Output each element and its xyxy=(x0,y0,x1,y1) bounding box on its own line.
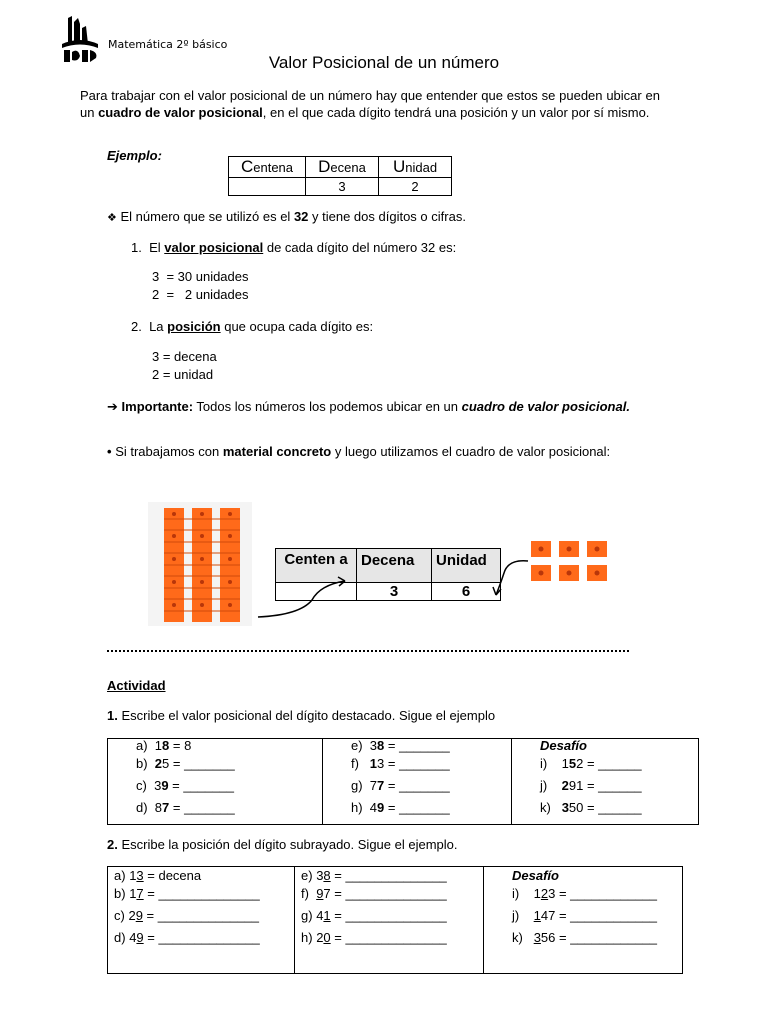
exercise-item: d) 87 = _______ xyxy=(136,800,235,815)
exercise-item: g) 41 = ______________ xyxy=(301,908,447,923)
value-lines: 3 = 30 unidades 2 = 2 unidades xyxy=(152,269,249,302)
exercise-item: h) 20 = ______________ xyxy=(301,930,447,945)
exercise-1-col-3 xyxy=(512,739,699,825)
exercise-2-col-2 xyxy=(295,867,484,974)
list-item-1: 1. El valor posicional de cada dígito del número 32 es: xyxy=(131,240,457,255)
page-title: Valor Posicional de un número xyxy=(268,53,500,72)
header-unidad: Unidad xyxy=(379,157,452,178)
example-label: Ejemplo: xyxy=(107,148,162,163)
exercise-1-col-2 xyxy=(323,739,512,825)
unit-cubes-illustration xyxy=(528,537,614,585)
exercise-item: c) 39 = _______ xyxy=(136,778,234,793)
exercise-item: e) 38 = ______________ xyxy=(301,868,447,883)
subject-label: Matemática 2º básico xyxy=(108,38,228,51)
exercise-1-table xyxy=(107,738,699,825)
example-place-value-table xyxy=(228,156,452,196)
exercise-item: k) 350 = ______ xyxy=(540,800,642,815)
challenge-label: Desafío xyxy=(512,868,559,883)
ten-rods-illustration xyxy=(148,502,252,626)
exercise-item: e) 38 = _______ xyxy=(351,738,450,753)
exercise-2-table xyxy=(107,866,683,974)
header-decena: Decena xyxy=(306,157,379,178)
value-decena: 3 xyxy=(357,583,432,601)
question-1: 1. Escribe el valor posicional del dígito destacado. Sigue el ejemplo xyxy=(107,708,496,723)
exercise-item: h) 49 = _______ xyxy=(351,800,450,815)
exercise-item: b) 17 = ______________ xyxy=(114,886,260,901)
value-decena: 3 xyxy=(306,178,379,196)
value-centena xyxy=(229,178,306,196)
exercise-item: j) 291 = ______ xyxy=(540,778,642,793)
exercise-item: i) 152 = ______ xyxy=(540,756,642,771)
concrete-material-note: • Si trabajamos con material concreto y luego utilizamos el cuadro de valor posicional: xyxy=(107,444,611,459)
value-unidad: 6 xyxy=(432,583,501,601)
exercise-item: d) 49 = ______________ xyxy=(114,930,260,945)
position-lines: 3 = decena 2 = unidad xyxy=(152,349,217,382)
value-unidad: 2 xyxy=(379,178,452,196)
exercise-item: k) 356 = ____________ xyxy=(512,930,657,945)
header-unidad: Unidad xyxy=(432,549,501,583)
exercise-item: j) 147 = ____________ xyxy=(512,908,657,923)
list-item-2: 2. La posición que ocupa cada dígito es: xyxy=(131,319,374,334)
exercise-item: g) 77 = _______ xyxy=(351,778,450,793)
question-2: 2. Escribe la posición del dígito subrayado. Sigue el ejemplo. xyxy=(107,837,458,852)
intro-paragraph: Para trabajar con el valor posicional de un número hay que entender que estos se pueden ubicar en un cuadro de valor posicional, en el que cada dígito tendrá una posición y un valor por sí mismo. xyxy=(80,88,660,120)
exercise-item: f) 97 = ______________ xyxy=(301,886,447,901)
dotted-separator xyxy=(107,650,629,652)
activity-title: Actividad xyxy=(107,678,166,693)
exercise-item: i) 123 = ____________ xyxy=(512,886,657,901)
important-note: ➔ Importante: Todos los números los podemos ubicar en un cuadro de valor posicional. xyxy=(107,399,630,414)
arrows-illustration xyxy=(250,555,540,625)
header-centena: Centen a xyxy=(276,549,357,583)
exercise-item: f) 13 = _______ xyxy=(351,756,450,771)
diamond-bullet-icon: ❖ xyxy=(107,212,117,224)
exercise-item: a) 13 = decena xyxy=(114,868,202,883)
header-centena: Centena xyxy=(229,157,306,178)
challenge-label: Desafío xyxy=(540,738,587,753)
exercise-2-col-3 xyxy=(484,867,683,974)
header-decena: Decena xyxy=(357,549,432,583)
exercise-1-col-1 xyxy=(108,739,323,825)
exercise-item: a) 18 = 8 xyxy=(136,738,192,753)
exercise-item: b) 25 = _______ xyxy=(136,756,235,771)
exercise-item: c) 29 = ______________ xyxy=(114,908,259,923)
exercise-2-col-1 xyxy=(108,867,295,974)
arrow-right-icon: ➔ xyxy=(107,399,118,414)
bullet-number-info: ❖ El número que se utilizó es el 32 y tiene dos dígitos o cifras. xyxy=(107,209,466,224)
